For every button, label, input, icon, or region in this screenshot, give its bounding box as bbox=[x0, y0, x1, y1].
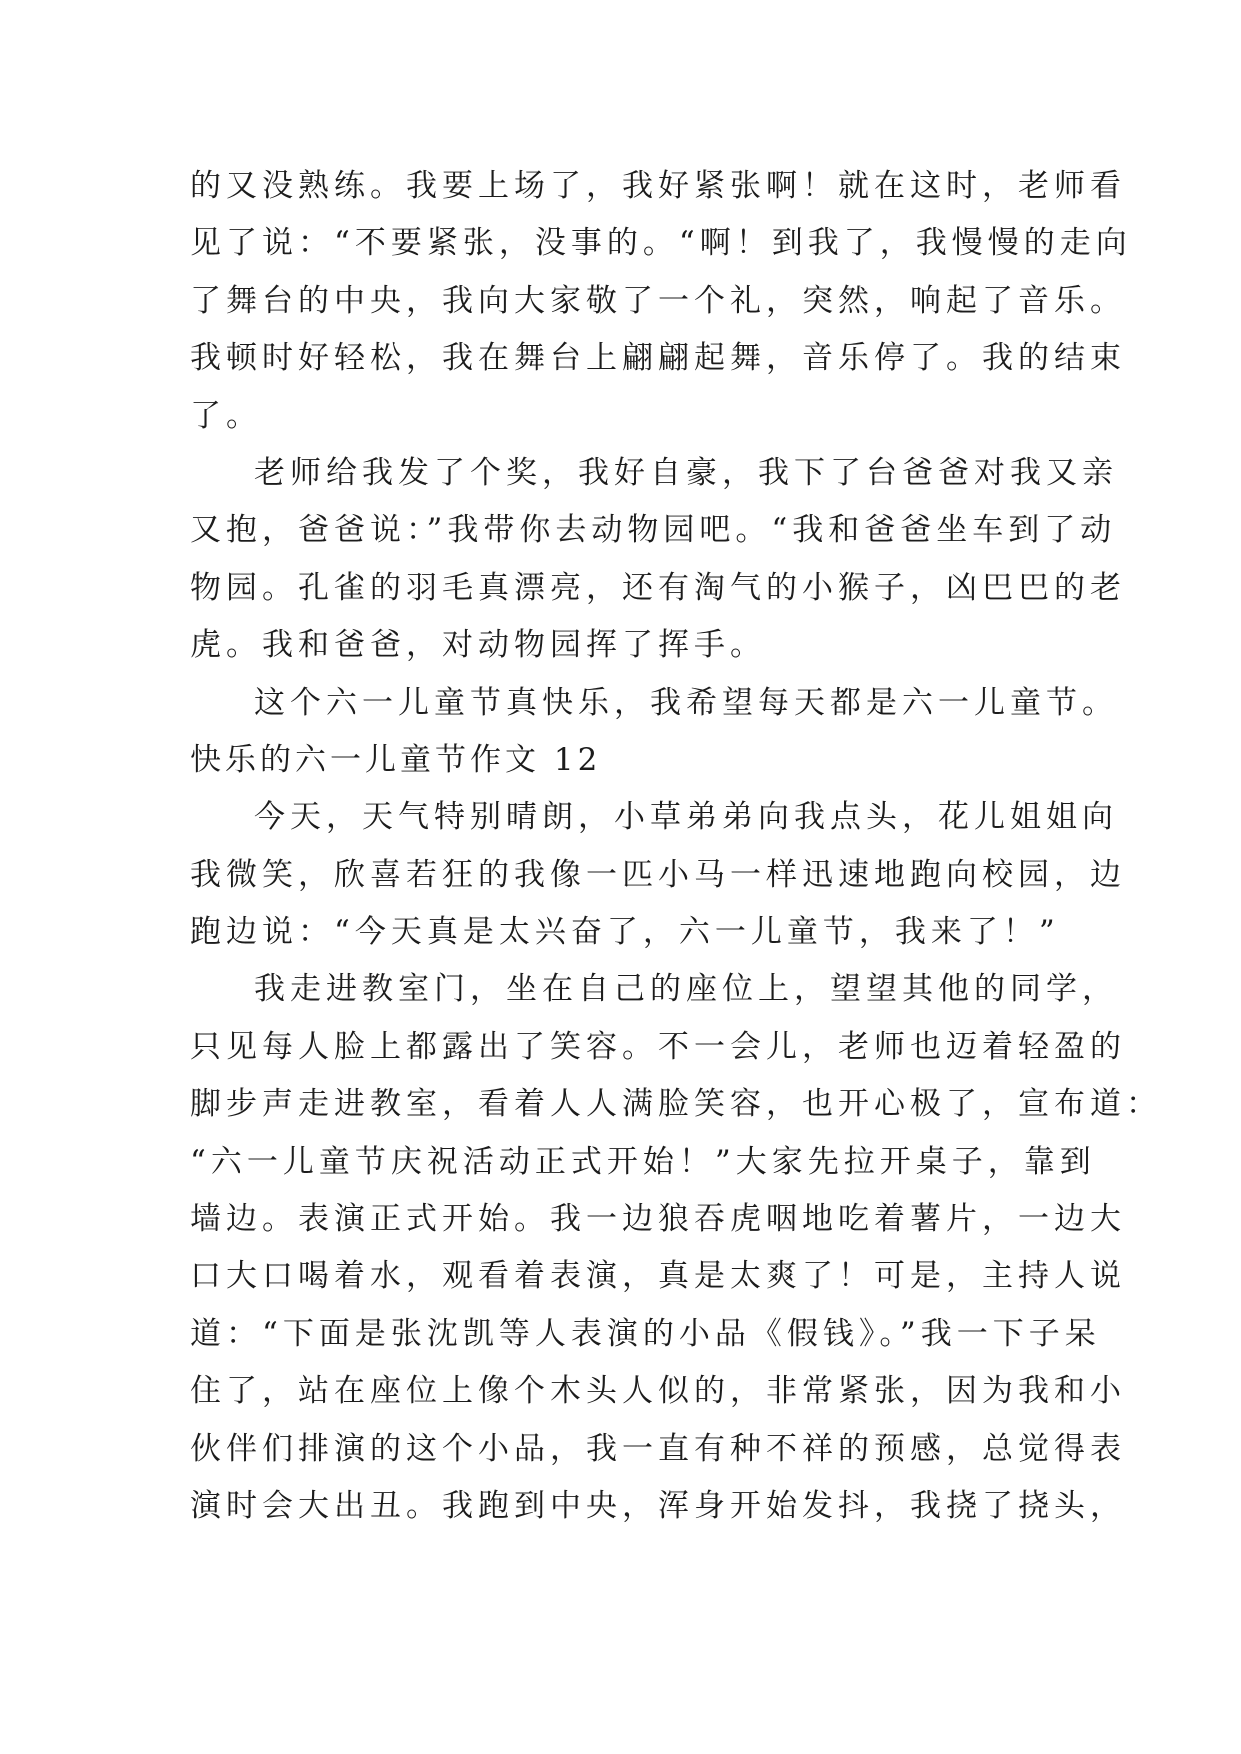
text-line: 脚步声走进教室，看着人人满脸笑容，也开心极了，宣布道： bbox=[190, 1086, 1162, 1123]
text-line: 住了，站在座位上像个木头人似的，非常紧张，因为我和小 bbox=[190, 1373, 1126, 1410]
text-line: 我微笑，欣喜若狂的我像一匹小马一样迅速地跑向校园，边 bbox=[190, 856, 1126, 893]
paragraph-start-line: 这个六一儿童节真快乐，我希望每天都是六一儿童节。 bbox=[254, 684, 1118, 721]
text-line: 了舞台的中央，我向大家敬了一个礼，突然，响起了音乐。 bbox=[190, 282, 1126, 319]
paragraph-start-line: 我走进教室门，坐在自己的座位上，望望其他的同学， bbox=[254, 971, 1118, 1008]
text-line: 只见每人脸上都露出了笑容。不一会儿，老师也迈着轻盈的 bbox=[190, 1028, 1126, 1065]
text-line: 了。 bbox=[190, 397, 262, 434]
text-line: 的又没熟练。我要上场了，我好紧张啊！就在这时，老师看 bbox=[190, 168, 1126, 204]
text-line: 又抱，爸爸说：”我带你去动物园吧。“我和爸爸坐车到了动 bbox=[190, 512, 1117, 549]
paragraph-start-line: 今天，天气特别晴朗，小草弟弟向我点头，花儿姐姐向 bbox=[254, 799, 1118, 836]
text-line: 我顿时好轻松，我在舞台上翩翩起舞，音乐停了。我的结束 bbox=[190, 340, 1126, 377]
text-line: 虎。我和爸爸，对动物园挥了挥手。 bbox=[190, 627, 766, 664]
section-heading: 快乐的六一儿童节作文 12 bbox=[190, 741, 602, 778]
text-line: 伙伴们排演的这个小品，我一直有种不祥的预感，总觉得表 bbox=[190, 1430, 1126, 1467]
document-body bbox=[190, 158, 1162, 1535]
text-line: 墙边。表演正式开始。我一边狼吞虎咽地吃着薯片，一边大 bbox=[190, 1201, 1126, 1238]
text-line: 跑边说：“今天真是太兴奋了，六一儿童节，我来了！” bbox=[190, 914, 1060, 951]
text-line: 演时会大出丑。我跑到中央，浑身开始发抖，我挠了挠头， bbox=[190, 1487, 1126, 1524]
text-line: “六一儿童节庆祝活动正式开始！”大家先拉开桌子，靠到 bbox=[190, 1143, 1096, 1180]
text-line: 道：“下面是张沈凯等人表演的小品《假钱》。”我一下子呆 bbox=[190, 1315, 1101, 1352]
text-line: 口大口喝着水，观看着表演，真是太爽了！可是，主持人说 bbox=[190, 1258, 1126, 1295]
text-line: 见了说：“不要紧张，没事的。“啊！到我了，我慢慢的走向 bbox=[190, 225, 1132, 262]
text-line: 物园。孔雀的羽毛真漂亮，还有淘气的小猴子，凶巴巴的老 bbox=[190, 569, 1126, 606]
paragraph-start-line: 老师给我发了个奖，我好自豪，我下了台爸爸对我又亲 bbox=[254, 454, 1118, 491]
